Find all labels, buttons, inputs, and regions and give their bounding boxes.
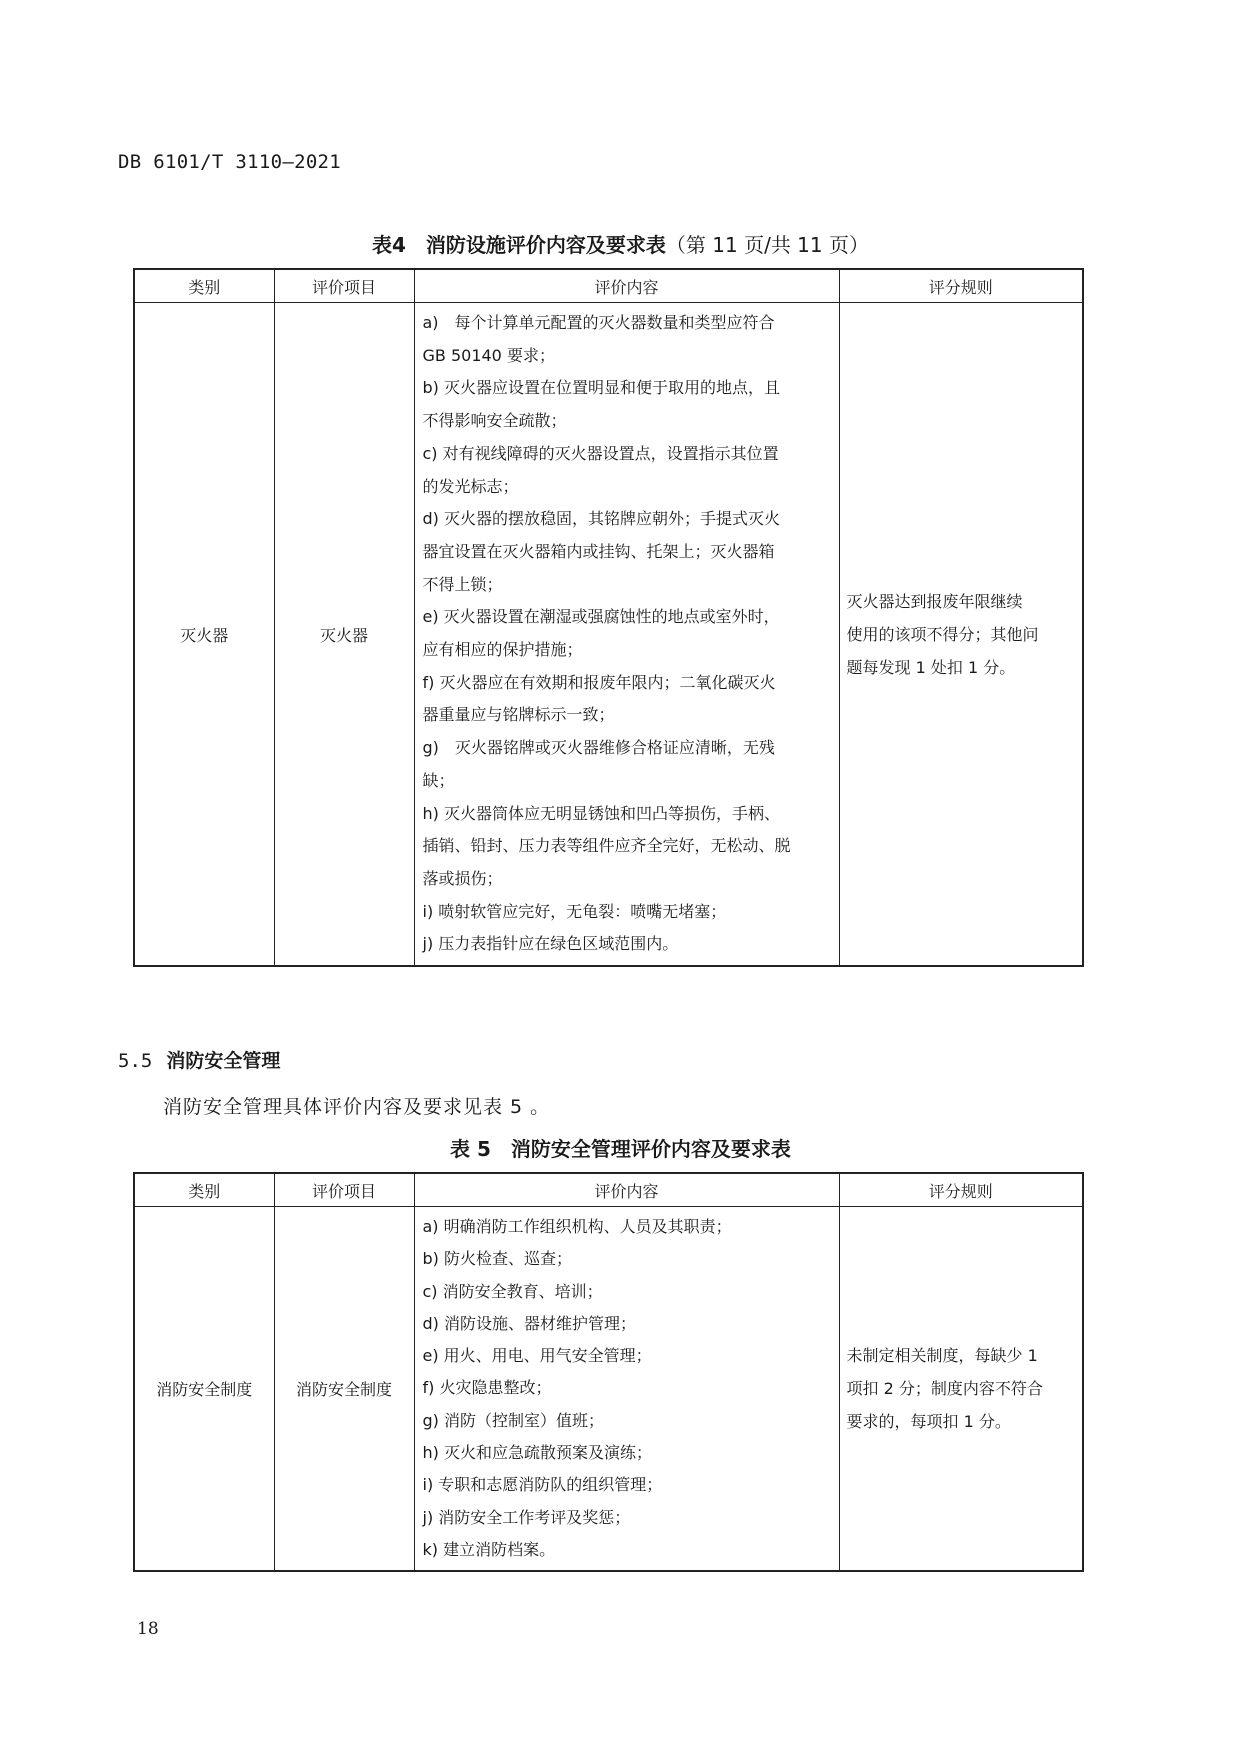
content-line: f) 火灾隐患整改； — [422, 1378, 552, 1398]
content-line: g) 灭火器铭牌或灭火器维修合格证应清晰，无残 — [422, 738, 775, 758]
content-line: 落或损伤； — [422, 868, 503, 888]
table5-col-item: 评价项目 — [274, 1173, 414, 1207]
section-number: 5.5 — [118, 1050, 153, 1072]
content-line: 不得影响安全疏散； — [422, 411, 567, 431]
content-line: c) 对有视线障碍的灭火器设置点，设置指示其位置 — [422, 443, 779, 463]
table-row — [134, 1207, 1083, 1572]
table4-header-row — [134, 269, 1083, 303]
body-paragraph: 消防安全管理具体评价内容及要求见表 5 。 — [163, 1096, 551, 1118]
content-line: h) 灭火和应急疏散预案及演练； — [422, 1443, 652, 1463]
content-line: b) 防火检查、巡查； — [422, 1249, 572, 1269]
content-line: 器宜设置在灭火器箱内或挂钩、托架上；灭火器箱 — [422, 541, 775, 561]
content-line: i) 喷射软管应完好，无龟裂：喷嘴无堵塞； — [422, 901, 727, 921]
content-line: 的发光标志； — [422, 476, 519, 496]
content-line: 不得上锁； — [422, 574, 503, 594]
content-line: c) 消防安全教育、培训； — [422, 1281, 603, 1301]
content-line: e) 用火、用电、用气安全管理； — [422, 1346, 652, 1366]
document-code: DB 6101/T 3110—2021 — [118, 151, 342, 173]
content-line: k) 建立消防档案。 — [422, 1539, 556, 1559]
content-line: GB 50140 要求； — [422, 345, 555, 365]
table4-col-rule: 评分规则 — [839, 269, 1083, 303]
table4-rule-cell — [839, 303, 1083, 967]
page-number: 18 — [137, 1619, 159, 1639]
content-line: j) 压力表指针应在绿色区域范围内。 — [422, 934, 679, 954]
section-title: 消防安全管理 — [166, 1050, 281, 1072]
table5-item-cell: 消防安全制度 — [274, 1207, 414, 1572]
content-line: 器重量应与铭牌标示一致； — [422, 705, 615, 725]
rule-line: 题每发现 1 处扣 1 分。 — [846, 657, 1016, 677]
table5-caption: 表 5 消防安全管理评价内容及要求表 — [450, 1137, 791, 1161]
table5-col-rule: 评分规则 — [839, 1173, 1083, 1207]
table4-caption-continuation: （第 11 页/共 11 页） — [665, 233, 869, 257]
content-line: h) 灭火器筒体应无明显锈蚀和凹凸等损伤，手柄、 — [422, 803, 780, 823]
rule-line: 未制定相关制度，每缺少 1 — [846, 1346, 1038, 1366]
rule-line: 项扣 2 分；制度内容不符合 — [846, 1379, 1043, 1399]
table4-col-content: 评价内容 — [414, 269, 839, 303]
content-line: g) 消防（控制室）值班； — [422, 1410, 604, 1430]
table4-caption-title: 表4 消防设施评价内容及要求表 — [372, 233, 666, 257]
table-row — [134, 303, 1083, 967]
content-line: j) 消防安全工作考评及奖惩； — [422, 1507, 631, 1527]
content-line: b) 灭火器应设置在位置明显和便于取用的地点，且 — [422, 378, 780, 398]
content-line: f) 灭火器应在有效期和报废年限内；二氧化碳灭火 — [422, 672, 776, 692]
rule-line: 要求的，每项扣 1 分。 — [846, 1412, 1011, 1432]
content-line: d) 灭火器的摆放稳固，其铭牌应朝外；手提式灭火 — [422, 509, 780, 529]
table4-category-cell: 灭火器 — [134, 303, 274, 967]
rule-line: 使用的该项不得分；其他问 — [846, 624, 1039, 644]
table5-rule-cell — [839, 1207, 1083, 1572]
content-line: 插销、铅封、压力表等组件应齐全完好，无松动、脱 — [422, 836, 791, 856]
table4 — [133, 268, 1084, 967]
content-line: a) 明确消防工作组织机构、人员及其职责； — [422, 1217, 732, 1236]
content-line: d) 消防设施、器材维护管理； — [422, 1313, 636, 1333]
table5-col-content: 评价内容 — [414, 1173, 839, 1207]
table5-content-cell — [414, 1207, 839, 1572]
section-heading — [118, 1046, 280, 1073]
content-line: i) 专职和志愿消防队的组织管理； — [422, 1475, 663, 1495]
content-line: a) 每个计算单元配置的灭火器数量和类型应符合 — [422, 313, 775, 332]
content-line: 应有相应的保护措施； — [422, 640, 583, 660]
rule-line: 灭火器达到报废年限继续 — [846, 591, 1023, 611]
table4-item-cell: 灭火器 — [274, 303, 414, 967]
table4-caption — [0, 229, 1241, 258]
content-line: 缺； — [422, 770, 455, 790]
table5-col-category: 类别 — [134, 1173, 274, 1207]
table5-header-row — [134, 1173, 1083, 1207]
table4-content-cell — [414, 303, 839, 967]
table5 — [133, 1172, 1084, 1572]
content-line: e) 灭火器设置在潮湿或强腐蚀性的地点或室外时， — [422, 607, 780, 627]
table4-col-category: 类别 — [134, 269, 274, 303]
table4-col-item: 评价项目 — [274, 269, 414, 303]
table5-category-cell: 消防安全制度 — [134, 1207, 274, 1572]
